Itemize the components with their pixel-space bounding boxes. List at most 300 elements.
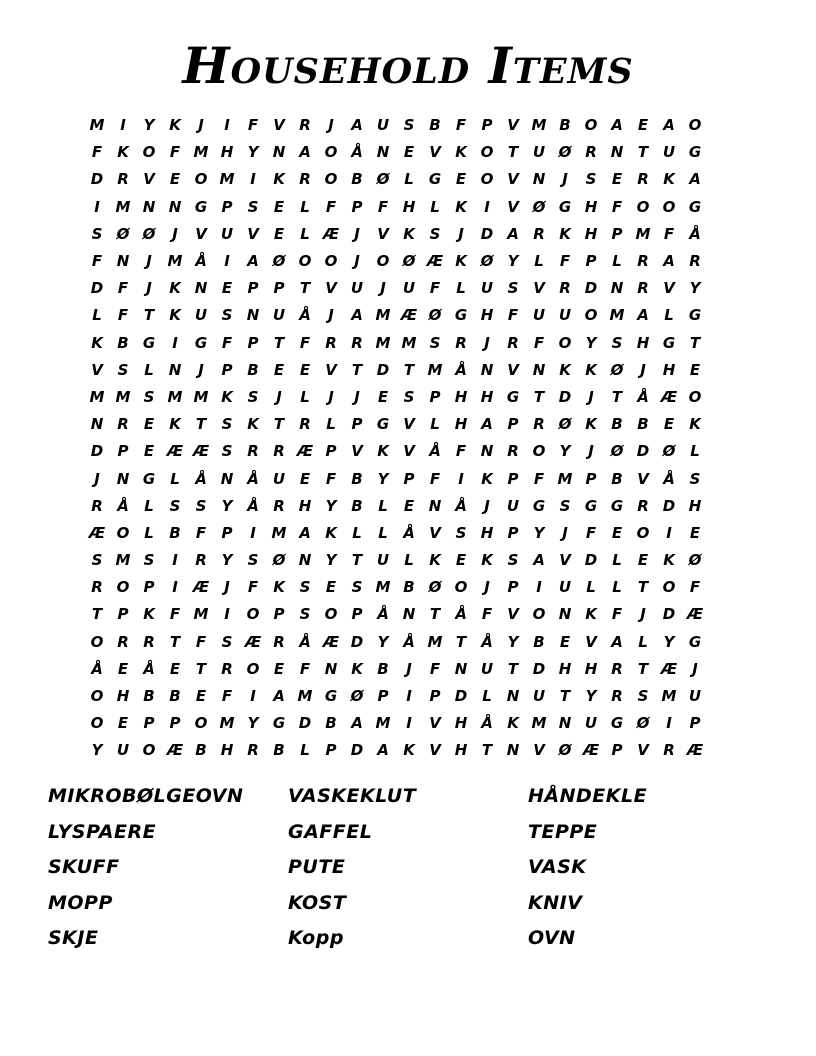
grid-letter: Æ	[296, 442, 314, 461]
grid-letter: H	[584, 224, 598, 243]
grid-letter: J	[328, 387, 334, 406]
grid-letter: S	[247, 551, 259, 570]
grid-letter: R	[637, 279, 649, 298]
grid-letter: O	[584, 116, 598, 135]
grid-letter: Å	[299, 306, 311, 325]
grid-letter: O	[636, 197, 650, 216]
grid-letter: V	[429, 714, 441, 733]
grid-letter: T	[507, 659, 519, 678]
word-list-item: PUTE	[288, 856, 346, 878]
grid-letter: E	[611, 170, 623, 189]
grid-letter: V	[325, 360, 337, 379]
grid-letter: A	[689, 170, 701, 189]
grid-letter: K	[273, 170, 285, 189]
grid-letter: K	[507, 714, 519, 733]
grid-letter: K	[377, 442, 389, 461]
grid-letter: F	[533, 333, 545, 352]
word-list-item: KOST	[288, 891, 347, 914]
grid-letter: O	[324, 605, 338, 624]
grid-letter: Å	[403, 523, 415, 542]
grid-letter: F	[689, 578, 701, 597]
grid-letter: L	[612, 551, 622, 570]
grid-letter: T	[143, 306, 155, 325]
grid-letter: G	[194, 333, 208, 352]
grid-letter: Ø	[688, 551, 702, 570]
grid-letter: O	[90, 632, 104, 651]
grid-letter: G	[688, 632, 702, 651]
grid-letter: D	[584, 551, 598, 570]
grid-letter: P	[221, 523, 233, 542]
grid-letter: R	[507, 442, 519, 461]
grid-letter: V	[507, 197, 519, 216]
grid-letter: S	[221, 442, 233, 461]
grid-letter: Ø	[558, 143, 572, 162]
grid-letter: T	[169, 632, 181, 651]
grid-letter: U	[532, 687, 546, 706]
grid-letter: I	[666, 523, 672, 542]
grid-letter: Æ	[582, 741, 600, 760]
grid-letter: A	[481, 415, 493, 434]
grid-letter: M	[193, 387, 209, 406]
grid-letter: R	[533, 415, 545, 434]
grid-letter: H	[480, 523, 494, 542]
grid-letter: T	[195, 659, 207, 678]
grid-letter: S	[169, 496, 181, 515]
grid-letter: H	[636, 333, 650, 352]
grid-letter: G	[610, 714, 624, 733]
grid-letter: Ø	[610, 442, 624, 461]
grid-letter: I	[120, 116, 126, 135]
letter-grid	[84, 112, 736, 765]
grid-letter: F	[611, 197, 623, 216]
grid-letter: U	[480, 659, 494, 678]
grid-letter: A	[611, 632, 623, 651]
grid-letter: T	[611, 387, 623, 406]
grid-letter: J	[328, 306, 334, 325]
grid-letter: A	[273, 687, 285, 706]
grid-letter: L	[638, 632, 648, 651]
grid-letter: P	[429, 687, 441, 706]
grid-letter: E	[273, 659, 285, 678]
grid-letter: P	[403, 469, 415, 488]
grid-letter: M	[375, 333, 391, 352]
grid-letter: Æ	[166, 442, 184, 461]
puzzle-title: Household Items	[182, 36, 634, 95]
grid-letter: G	[610, 496, 624, 515]
grid-letter: V	[195, 224, 207, 243]
grid-letter: D	[532, 659, 546, 678]
grid-letter: Ø	[116, 224, 130, 243]
grid-letter: L	[300, 741, 310, 760]
grid-letter: S	[299, 605, 311, 624]
grid-letter: Ø	[662, 442, 676, 461]
grid-letter: P	[507, 578, 519, 597]
grid-letter: K	[455, 197, 467, 216]
grid-row	[84, 601, 736, 628]
grid-letter: B	[247, 360, 259, 379]
grid-letter: A	[299, 523, 311, 542]
grid-letter: E	[169, 659, 181, 678]
grid-letter: S	[455, 523, 467, 542]
grid-letter: V	[403, 415, 415, 434]
grid-letter: S	[507, 279, 519, 298]
grid-letter: J	[484, 333, 490, 352]
grid-letter: O	[532, 605, 546, 624]
grid-letter: M	[375, 306, 391, 325]
grid-letter: I	[224, 605, 230, 624]
grid-letter: T	[455, 632, 467, 651]
grid-letter: F	[585, 523, 597, 542]
grid-row	[84, 629, 736, 656]
grid-letter: K	[663, 551, 675, 570]
grid-letter: B	[195, 741, 207, 760]
grid-letter: A	[507, 224, 519, 243]
grid-letter: E	[273, 197, 285, 216]
grid-letter: N	[506, 687, 520, 706]
grid-letter: P	[169, 714, 181, 733]
grid-letter: B	[429, 116, 441, 135]
grid-letter: P	[507, 415, 519, 434]
grid-letter: Æ	[88, 523, 106, 542]
grid-letter: D	[90, 279, 104, 298]
grid-letter: Å	[247, 496, 259, 515]
grid-letter: E	[117, 659, 129, 678]
grid-letter: P	[611, 224, 623, 243]
grid-letter: O	[116, 578, 130, 597]
grid-letter: O	[480, 143, 494, 162]
grid-letter: G	[584, 496, 598, 515]
grid-letter: G	[142, 333, 156, 352]
grid-letter: V	[91, 360, 103, 379]
grid-letter: E	[143, 415, 155, 434]
grid-letter: J	[354, 252, 360, 271]
grid-letter: S	[221, 306, 233, 325]
grid-letter: Ø	[610, 360, 624, 379]
grid-letter: H	[298, 496, 312, 515]
grid-letter: G	[558, 197, 572, 216]
grid-letter: N	[532, 360, 546, 379]
grid-letter: V	[637, 741, 649, 760]
grid-letter: P	[221, 360, 233, 379]
grid-letter: R	[637, 496, 649, 515]
grid-letter: T	[689, 333, 701, 352]
grid-letter: P	[325, 442, 337, 461]
grid-letter: O	[688, 116, 702, 135]
grid-letter: T	[91, 605, 103, 624]
grid-letter: R	[299, 170, 311, 189]
grid-letter: S	[91, 224, 103, 243]
grid-letter: R	[117, 170, 129, 189]
grid-letter: U	[584, 714, 598, 733]
grid-letter: J	[406, 659, 412, 678]
grid-letter: K	[117, 143, 129, 162]
grid-letter: Y	[507, 252, 519, 271]
grid-letter: Å	[247, 469, 259, 488]
grid-letter: L	[404, 551, 414, 570]
grid-letter: K	[143, 605, 155, 624]
grid-letter: A	[611, 116, 623, 135]
grid-letter: F	[481, 605, 493, 624]
grid-letter: Y	[507, 632, 519, 651]
grid-letter: N	[506, 741, 520, 760]
grid-letter: F	[221, 333, 233, 352]
grid-letter: P	[377, 687, 389, 706]
grid-letter: U	[532, 143, 546, 162]
grid-letter: P	[221, 197, 233, 216]
grid-letter: F	[663, 224, 675, 243]
grid-letter: U	[558, 578, 572, 597]
grid-letter: I	[224, 252, 230, 271]
grid-letter: V	[429, 143, 441, 162]
grid-letter: H	[220, 741, 234, 760]
grid-letter: B	[351, 170, 363, 189]
grid-letter: N	[454, 659, 468, 678]
grid-letter: B	[169, 523, 181, 542]
grid-letter: N	[272, 143, 286, 162]
grid-letter: H	[688, 496, 702, 515]
grid-letter: F	[169, 143, 181, 162]
grid-letter: S	[299, 578, 311, 597]
grid-letter: M	[661, 687, 677, 706]
grid-letter: T	[559, 687, 571, 706]
grid-letter: S	[143, 387, 155, 406]
grid-letter: Y	[663, 632, 675, 651]
grid-letter: H	[558, 659, 572, 678]
grid-letter: V	[663, 279, 675, 298]
grid-letter: M	[89, 116, 105, 135]
grid-letter: K	[325, 523, 337, 542]
grid-letter: T	[637, 659, 649, 678]
grid-letter: I	[94, 197, 100, 216]
grid-letter: E	[637, 116, 649, 135]
grid-letter: M	[115, 197, 131, 216]
grid-letter: G	[324, 687, 338, 706]
grid-letter: R	[91, 578, 103, 597]
grid-letter: R	[637, 252, 649, 271]
grid-letter: N	[142, 197, 156, 216]
grid-row	[84, 166, 736, 193]
grid-letter: P	[507, 523, 519, 542]
grid-letter: J	[640, 605, 646, 624]
grid-letter: Y	[221, 496, 233, 515]
grid-letter: S	[247, 387, 259, 406]
grid-letter: E	[663, 415, 675, 434]
grid-letter: U	[116, 741, 130, 760]
grid-letter: O	[558, 333, 572, 352]
grid-letter: F	[91, 252, 103, 271]
grid-letter: D	[376, 360, 390, 379]
grid-letter: L	[664, 306, 674, 325]
grid-letter: Ø	[428, 578, 442, 597]
grid-letter: T	[351, 360, 363, 379]
grid-letter: F	[455, 442, 467, 461]
grid-letter: R	[559, 279, 571, 298]
grid-letter: I	[406, 714, 412, 733]
grid-letter: E	[169, 170, 181, 189]
grid-letter: Ø	[428, 306, 442, 325]
grid-row	[84, 520, 736, 547]
grid-letter: Y	[533, 523, 545, 542]
grid-letter: H	[584, 659, 598, 678]
grid-letter: L	[482, 687, 492, 706]
grid-letter: N	[558, 714, 572, 733]
grid-letter: N	[298, 551, 312, 570]
grid-letter: G	[532, 496, 546, 515]
grid-letter: U	[272, 469, 286, 488]
grid-letter: D	[454, 687, 468, 706]
grid-letter: K	[169, 415, 181, 434]
grid-letter: R	[663, 741, 675, 760]
grid-letter: B	[559, 116, 571, 135]
grid-letter: E	[117, 714, 129, 733]
grid-letter: Ø	[350, 687, 364, 706]
grid-row	[84, 248, 736, 275]
grid-letter: B	[273, 741, 285, 760]
grid-letter: F	[91, 143, 103, 162]
grid-letter: L	[378, 496, 388, 515]
grid-letter: O	[480, 170, 494, 189]
grid-letter: F	[325, 197, 337, 216]
grid-row	[84, 194, 736, 221]
grid-letter: R	[273, 632, 285, 651]
grid-letter: Å	[429, 442, 441, 461]
grid-letter: O	[688, 387, 702, 406]
grid-letter: L	[326, 415, 336, 434]
grid-letter: O	[116, 523, 130, 542]
word-list-item: VASK	[528, 856, 587, 878]
grid-letter: J	[588, 387, 594, 406]
grid-letter: R	[507, 333, 519, 352]
grid-row	[84, 465, 736, 492]
grid-letter: H	[454, 714, 468, 733]
grid-letter: J	[276, 387, 282, 406]
grid-letter: Ø	[272, 252, 286, 271]
grid-letter: O	[324, 143, 338, 162]
grid-letter: F	[507, 306, 519, 325]
grid-letter: R	[247, 741, 259, 760]
grid-row	[84, 112, 736, 139]
grid-letter: S	[117, 360, 129, 379]
grid-letter: J	[562, 523, 568, 542]
grid-letter: J	[588, 442, 594, 461]
grid-letter: B	[325, 714, 337, 733]
grid-letter: N	[116, 469, 130, 488]
grid-letter: T	[403, 360, 415, 379]
grid-letter: Y	[377, 469, 389, 488]
grid-letter: T	[637, 578, 649, 597]
grid-row	[84, 710, 736, 737]
grid-letter: F	[611, 605, 623, 624]
grid-letter: Å	[91, 659, 103, 678]
grid-letter: S	[429, 333, 441, 352]
grid-letter: L	[144, 496, 154, 515]
grid-letter: N	[246, 306, 260, 325]
grid-letter: V	[325, 279, 337, 298]
grid-letter: L	[456, 279, 466, 298]
grid-letter: S	[429, 224, 441, 243]
grid-letter: L	[430, 415, 440, 434]
grid-letter: A	[299, 143, 311, 162]
grid-letter: N	[90, 415, 104, 434]
grid-row	[84, 221, 736, 248]
grid-letter: U	[532, 306, 546, 325]
word-list-item: VASKEKLUT	[288, 785, 417, 807]
word-list-item: Kopp	[288, 927, 344, 949]
grid-letter: S	[507, 551, 519, 570]
grid-letter: M	[401, 333, 417, 352]
grid-letter: K	[663, 170, 675, 189]
grid-letter: D	[350, 741, 364, 760]
grid-letter: P	[247, 333, 259, 352]
grid-letter: N	[220, 469, 234, 488]
grid-letter: Æ	[660, 659, 678, 678]
grid-letter: U	[662, 143, 676, 162]
grid-letter: M	[609, 306, 625, 325]
word-list-item: SKUFF	[48, 856, 120, 878]
grid-letter: E	[273, 224, 285, 243]
grid-letter: J	[172, 224, 178, 243]
grid-letter: F	[247, 578, 259, 597]
grid-letter: Æ	[426, 252, 444, 271]
grid-letter: O	[90, 687, 104, 706]
grid-letter: S	[403, 116, 415, 135]
grid-letter: M	[219, 170, 235, 189]
grid-letter: A	[637, 306, 649, 325]
grid-letter: B	[169, 687, 181, 706]
grid-letter: S	[611, 333, 623, 352]
grid-letter: B	[533, 632, 545, 651]
grid-letter: B	[377, 659, 389, 678]
grid-letter: K	[455, 252, 467, 271]
grid-letter: M	[219, 714, 235, 733]
grid-letter: I	[666, 714, 672, 733]
grid-letter: F	[533, 469, 545, 488]
grid-letter: K	[169, 116, 181, 135]
grid-letter: S	[221, 415, 233, 434]
grid-letter: H	[454, 741, 468, 760]
grid-letter: D	[480, 224, 494, 243]
grid-letter: L	[144, 523, 154, 542]
word-list-item: HÅNDEKLE	[528, 785, 648, 807]
grid-letter: Y	[221, 551, 233, 570]
grid-letter: O	[532, 442, 546, 461]
grid-letter: F	[559, 252, 571, 271]
grid-letter: L	[378, 523, 388, 542]
grid-letter: K	[481, 469, 493, 488]
grid-letter: M	[635, 224, 651, 243]
grid-letter: K	[221, 387, 233, 406]
grid-letter: A	[663, 252, 675, 271]
grid-letter: H	[116, 687, 130, 706]
grid-letter: Å	[117, 496, 129, 515]
grid-letter: F	[455, 116, 467, 135]
grid-letter: B	[403, 578, 415, 597]
grid-letter: K	[91, 333, 103, 352]
grid-letter: K	[403, 741, 415, 760]
grid-letter: L	[352, 523, 362, 542]
grid-letter: V	[351, 442, 363, 461]
grid-letter: P	[325, 741, 337, 760]
grid-letter: A	[351, 714, 363, 733]
grid-row	[84, 737, 736, 764]
grid-letter: Æ	[400, 306, 418, 325]
grid-letter: R	[325, 333, 337, 352]
grid-letter: L	[300, 224, 310, 243]
grid-letter: M	[193, 605, 209, 624]
grid-letter: N	[532, 170, 546, 189]
grid-letter: S	[637, 687, 649, 706]
grid-letter: Å	[299, 632, 311, 651]
